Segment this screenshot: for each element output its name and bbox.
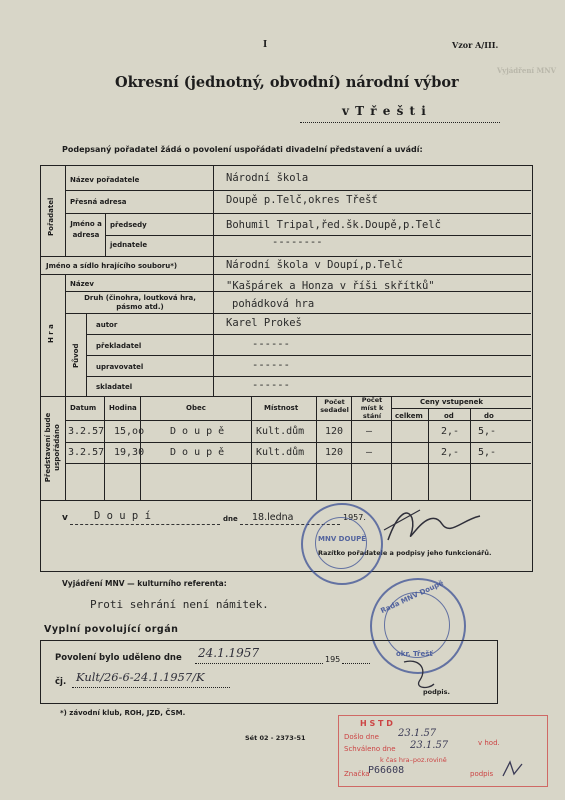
predsedy-label: předsedy <box>110 221 147 229</box>
hstd-line2-suffix: v hod. <box>478 739 500 747</box>
jmeno-adresa-label: Jméno a adresa <box>70 220 102 239</box>
upravovatel-label: upravovatel <box>96 363 144 371</box>
hstd-line4-value: P66608 <box>368 765 405 776</box>
presna-adresa-value: Doupě p.Telč,okres Třešť <box>226 194 378 206</box>
faded-corner-text: Vyjádření MNV <box>497 66 557 75</box>
office-name: v T ř e š t i <box>342 104 427 118</box>
page-number: I <box>263 40 268 50</box>
col-od: od <box>444 412 454 420</box>
mnv-statement: Proti sehrání není námitek. <box>90 598 269 611</box>
mnv-label: Vyjádření MNV — kulturního referenta: <box>62 579 227 588</box>
round-stamp-right-bottom: okr. Třešť <box>396 650 433 658</box>
hra-nazev-label: Název <box>70 280 94 288</box>
form-code: Vzor A/III. <box>452 40 499 50</box>
row2-hodina: 19,30 <box>114 447 145 458</box>
cj-value: Kult/26-6-24.1.1957/K <box>76 670 205 684</box>
hra-nazev-value: "Kašpárek a Honza v říši skřítků" <box>226 280 435 292</box>
section-hra: H r a <box>47 324 55 343</box>
row1-od: 2,- <box>441 426 460 437</box>
row2-datum: 3.2.57 <box>68 447 105 458</box>
col-obec: Obec <box>186 404 206 412</box>
hstd-line2-label: Schváleno dne <box>344 745 396 753</box>
section-predstaveni: Představení bude uspořádáno <box>44 412 61 483</box>
office-underline <box>300 122 500 123</box>
row1-hodina: 15,oo <box>114 426 145 437</box>
page-title: Okresní (jednotný, obvodní) národní výbor <box>115 74 459 91</box>
col-hodina: Hodina <box>109 404 137 412</box>
round-stamp-left-inner <box>315 517 367 569</box>
predsedy-value: Bohumil Tripal,řed.šk.Doupě,p.Telč <box>226 219 441 231</box>
v-label: v <box>62 513 68 523</box>
autor-label: autor <box>96 321 118 329</box>
autor-value: Karel Prokeš <box>226 317 302 329</box>
row1-datum: 3.2.57 <box>68 426 105 437</box>
year-prefix: 195 <box>325 655 341 664</box>
signature-mark <box>380 500 490 550</box>
section-puvod: Původ <box>72 343 80 368</box>
skladatel-value: ------ <box>252 379 290 391</box>
footnote: *) závodní klub, ROH, JZD, ČSM. <box>60 709 186 717</box>
prekladatel-value: ------ <box>252 338 290 350</box>
col-ceny: Ceny vstupenek <box>420 398 484 406</box>
col-do: do <box>484 412 494 420</box>
povoleni-date: 24.1.1957 <box>198 646 260 660</box>
prekladatel-label: překladatel <box>96 342 142 350</box>
row1-obec: D o u p ě <box>170 426 225 437</box>
col-mistnost: Místnost <box>264 404 299 412</box>
hstd-line4-suffix: podpis <box>470 770 494 778</box>
row2-stani: – <box>366 447 373 458</box>
row1-do: 5,- <box>478 426 497 437</box>
row2-do: 5,- <box>478 447 497 458</box>
dne-label: dne <box>223 515 238 523</box>
row2-obec: D o u p ě <box>170 447 225 458</box>
col-datum: Datum <box>70 404 97 412</box>
section-poradatel: Pořadatel <box>47 197 55 236</box>
hra-druh-value: pohádková hra <box>232 298 315 310</box>
date-value: 18.ledna <box>252 512 294 523</box>
print-code: Sét 02 - 2373-51 <box>245 734 306 742</box>
row1-mistnost: Kult.dům <box>256 426 305 437</box>
col-pocet-sedadel: Počet sedadel <box>320 398 349 414</box>
cj-label: čj. <box>55 677 67 687</box>
hstd-signature <box>500 758 530 782</box>
place-value: D o u p í <box>94 510 151 522</box>
jednatele-value: -------- <box>272 236 323 248</box>
hra-druh-label: Druh (činohra, loutková hra, pásmo atd.) <box>84 294 196 311</box>
hstd-line4-label: Značka <box>344 770 370 778</box>
soubor-value: Národní škola v Doupí,p.Telč <box>226 259 404 271</box>
upravovatel-value: ------ <box>252 359 290 371</box>
jednatele-label: jednatele <box>110 241 148 249</box>
row1-stani: – <box>366 426 373 437</box>
podpis-label: podpis. <box>423 688 450 696</box>
organ-signature <box>398 654 438 692</box>
col-pocet-mist: Počet míst k stání <box>360 396 384 420</box>
row2-od: 2,- <box>441 447 460 458</box>
skladatel-label: skladatel <box>96 383 133 391</box>
nazev-poradatele-value: Národní škola <box>226 172 309 184</box>
round-stamp-right-top: Rada MNV Doupě <box>379 578 445 616</box>
row2-mistnost: Kult.dům <box>256 447 305 458</box>
row1-sedadla: 120 <box>325 426 344 437</box>
povoleni-label: Povolení bylo uděleno dne <box>55 653 182 663</box>
hstd-line3: k čas hra–poz.rovině <box>380 756 447 764</box>
hstd-line2-value: 23.1.57 <box>410 740 449 751</box>
nazev-poradatele-label: Název pořadatele <box>70 176 140 184</box>
row2-sedadla: 120 <box>325 447 344 458</box>
hstd-line1-value: 23.1.57 <box>398 728 437 739</box>
soubor-label: Jméno a sídlo hrajícího souboru*) <box>46 262 178 270</box>
presna-adresa-label: Přesná adresa <box>70 198 127 206</box>
signature-caption: Razítko pořadatele a podpisy jeho funkcionářů. <box>318 549 492 557</box>
col-celkem: celkem <box>395 412 423 420</box>
round-stamp-left-text: MNV DOUPĚ <box>318 535 367 543</box>
year-value: 1957. <box>343 513 366 522</box>
organ-label: Vyplní povolující orgán <box>44 624 179 635</box>
intro-text: Podepsaný pořadatel žádá o povolení uspořádati divadelní představení a uvádí: <box>62 145 423 154</box>
hstd-title: H S T D <box>360 719 393 728</box>
hstd-line1-label: Došlo dne <box>344 733 379 741</box>
